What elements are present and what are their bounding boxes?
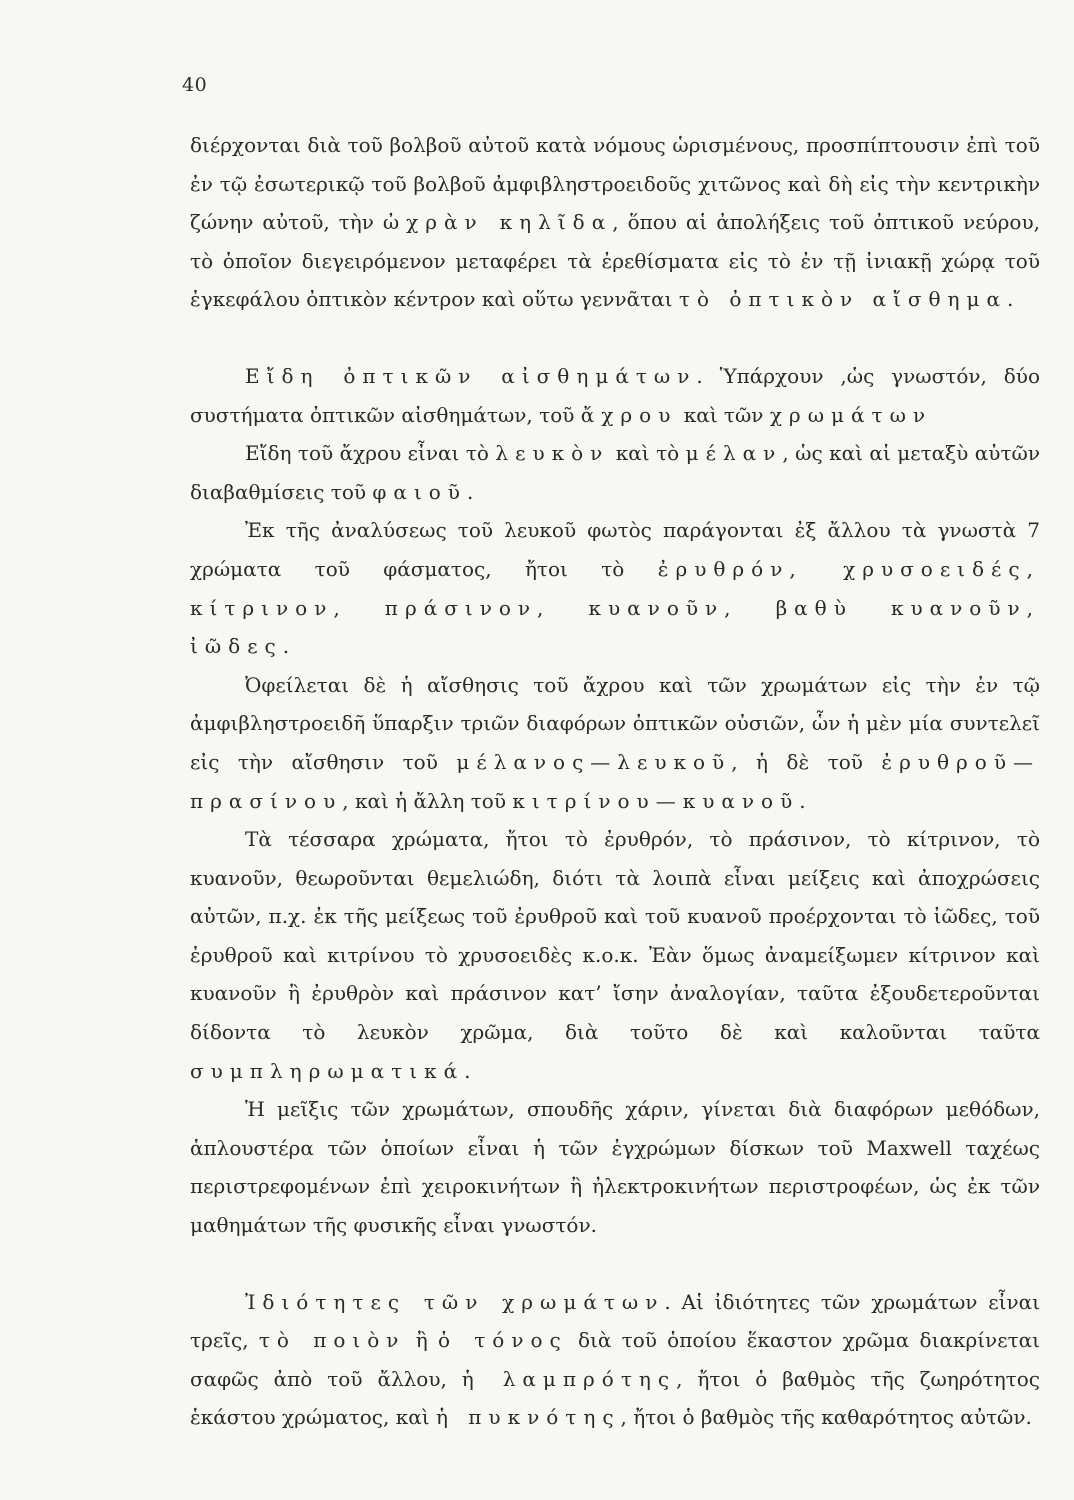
emphasized-term: ὁ τόνος	[437, 1328, 568, 1353]
emphasized-term: ἐρυθρόν, χρυσοειδές, κίτρινον, πράσινον, κυανοῦν, βαθὺ κυανοῦν, ἰῶδες	[190, 556, 1040, 659]
emphasized-term: ἄχρου	[580, 402, 678, 427]
paragraph-kinds-of-sensations	[190, 357, 1040, 434]
paragraph-color-properties	[190, 1283, 1040, 1437]
emphasized-term: χρωμάτων	[769, 402, 933, 427]
page-number: 40	[182, 74, 208, 96]
paragraph-spectrum	[190, 511, 1040, 665]
text-run: , ὡς καὶ αἱ μεταξὺ αὐτῶν διαβαθμίσεις τοῦ	[190, 441, 1040, 504]
text-run: . Αἱ ἰδιότητες τῶν χρωμάτων εἶναι τρεῖς,	[190, 1289, 1040, 1353]
text-run: .	[464, 1058, 471, 1083]
text-run: διὰ τοῦ ὁποίου ἕκαστον χρῶμα διακρίνεται σαφῶς ἀπὸ τοῦ ἄλλου,	[190, 1328, 1040, 1391]
text-run: καὶ τῶν	[677, 402, 770, 427]
paragraph-color-mixing	[190, 1090, 1040, 1244]
emphasized-term: τὸ ποιὸν	[258, 1328, 406, 1353]
emphasized-term: κιτρίνου—κυανοῦ	[512, 788, 800, 813]
emphasized-term: μέλανος—λευκοῦ	[456, 749, 732, 774]
text-run: διέρχονται διὰ τοῦ βολβοῦ αὐτοῦ κατὰ νόμους ὡρισμένους, προσπίπτουσιν ἐπὶ τοῦ ἐν τῷ ἐσωτερικῷ τοῦ βολβοῦ ἀμφιβληστροειδοῦς χιτῶνος καὶ δὴ εἰς τὴν κεντρικὴν ζώνην αὐτοῦ, τὴν	[190, 133, 1040, 235]
text-run: .	[466, 479, 474, 504]
paragraph-three-substances	[190, 666, 1040, 820]
paragraph-achromatic	[190, 434, 1040, 511]
emphasized-term: συμπληρωματικά	[190, 1058, 465, 1083]
paragraph-optics-intro	[190, 126, 1040, 319]
text-run: .	[1007, 287, 1014, 312]
text-run: Τὰ τέσσαρα χρώματα, ἤτοι τὸ ἐρυθρόν, τὸ πράσινον, τὸ κίτρινον, τὸ κυανοῦν, θεωροῦνται θεμελιώδη, διότι τὰ λοιπὰ εἶναι μείξεις καὶ ἀποχρώσεις αὐτῶν, π.χ. ἐκ τῆς μείξεως τοῦ ἐρυθροῦ καὶ τοῦ κυανοῦ προέρχονται τὸ ἰῶδες, τοῦ ἐρυθροῦ καὶ κιτρίνου τὸ χρυσοειδὲς κ.ο.κ. Ἐὰν ὅμως ἀναμείξωμεν κίτρινον καὶ κυανοῦν ἢ ἐρυθρὸν καὶ πράσινον κατ’ ἴσην ἀναλογίαν, ταῦτα ἐξουδετεροῦνται δίδοντα τὸ λευκὸν χρῶμα, διὰ τοῦτο δὲ καὶ καλοῦνται ταῦτα	[190, 827, 1040, 1045]
text-run: Ὀφείλεται δὲ ἡ αἴσθησις τοῦ ἄχρου καὶ τῶν χρωμάτων εἰς τὴν ἐν τῷ ἀμφιβληστροειδῆ ὕπαρξιν τριῶν διαφόρων ὀπτικῶν οὐσιῶν, ὧν ἡ μὲν μία συντελεῖ εἰς τὴν αἴσθησιν τοῦ	[190, 672, 1040, 774]
text-run: .	[799, 788, 806, 813]
text-run: Ἡ μεῖξις τῶν χρωμάτων, σπουδῆς χάριν, γίνεται διὰ διαφόρων μεθόδων, ἁπλουστέρα τῶν ὁποίων εἶναι ἡ τῶν ἐγχρώμων δίσκων τοῦ Maxwell ταχέως περιστρεφομένων ἐπὶ χειροκινήτων ἢ ἠλεκτροκινήτων περιστροφέων, ὡς ἐκ τῶν μαθημάτων τῆς φυσικῆς εἶναι γνωστόν.	[190, 1097, 1040, 1238]
text-run: Εἴδη τοῦ ἄχρου εἶναι τὸ	[245, 441, 496, 466]
text-run: καὶ τὸ	[609, 441, 686, 466]
emphasized-term: φαιοῦ	[372, 479, 467, 504]
text-run: , ἤτοι ὁ βαθμὸς τῆς καθαρότητος αὐτῶν.	[620, 1405, 1032, 1430]
emphasized-term: λευκὸν	[495, 441, 610, 466]
text-run: . Ὑπάρχουν ,ὡς γνωστόν, δύο συστήματα ὀπτικῶν αἰσθημάτων, τοῦ	[190, 363, 1041, 427]
emphasized-term: μέλαν	[685, 441, 783, 466]
emphasized-term: Ἰδιότητες τῶν χρωμάτων	[245, 1289, 665, 1314]
text-run: .	[282, 634, 290, 659]
emphasized-term: ἡ λαμπρότης	[461, 1366, 677, 1391]
emphasized-term: Εἴδη ὀπτικῶν αἰσθημάτων	[245, 363, 697, 388]
text-run: , καὶ ἡ ἄλλη τοῦ	[342, 788, 513, 813]
paragraph-four-colors	[190, 820, 1040, 1090]
emphasized-term: τὸ ὀπτικὸν αἴσθημα	[678, 287, 1008, 312]
body-text	[190, 126, 1040, 1437]
text-run: , ἤτοι ὁ βαθμὸς τῆς ζωηρότητος ἑκάστου χρώματος, καὶ	[190, 1366, 1040, 1430]
emphasized-term: ἡ πυκνότης	[435, 1405, 621, 1430]
text-run: Ἐκ τῆς ἀναλύσεως τοῦ λευκοῦ φωτὸς παράγονται ἐξ ἄλλου τὰ γνωστὰ 7 χρώματα τοῦ φάσματος, ἤτοι τὸ	[190, 518, 1040, 581]
text-run: , ἡ δὲ τοῦ	[731, 749, 882, 774]
emphasized-term: ὠχρὰν κηλῖδα	[382, 210, 613, 235]
emphasized-term: ἐρυθροῦ—πρασίνου	[190, 749, 1041, 813]
text-run: ἢ	[405, 1328, 438, 1353]
text-run: , ὅπου αἱ ἀπολήξεις τοῦ ὀπτικοῦ νεύρου, τὸ ὁποῖον διεγειρόμενον μεταφέρει τὰ ἐρεθίσματα εἰς τὸ ἐν τῇ ἰνιακῇ χώρᾳ τοῦ ἐγκεφάλου ὀπτικὸν κέντρον καὶ οὕτω γεννᾶται	[190, 210, 1040, 312]
